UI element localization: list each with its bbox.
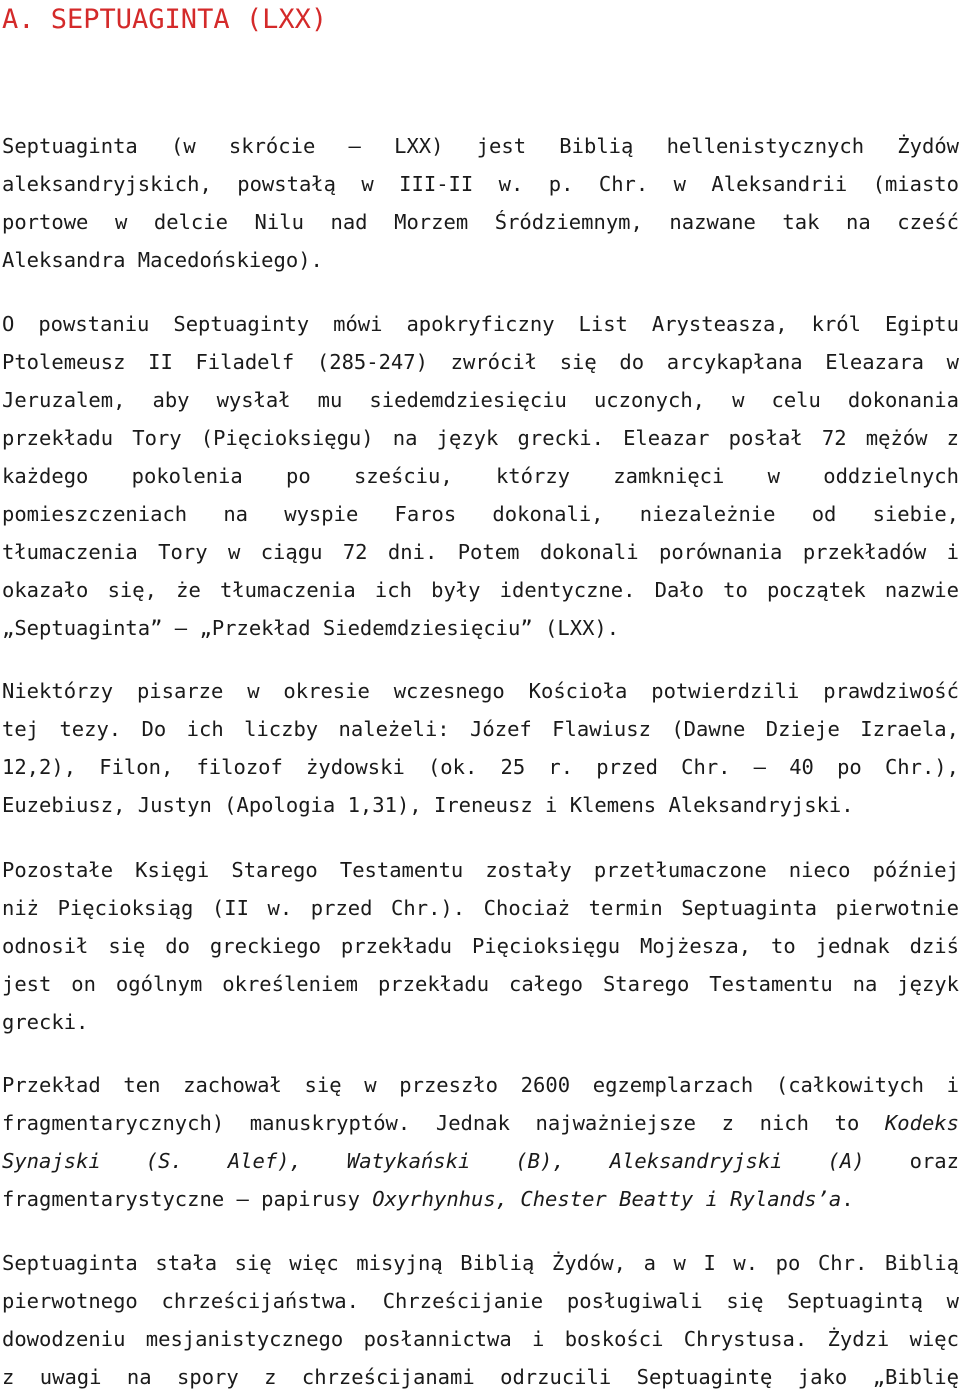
text-line: Pozostałe Księgi Starego Testamentu zostały przetłumaczone nieco później — [2, 858, 959, 882]
text-line — [2, 1180, 959, 1218]
text-line: „Septuaginta” – „Przekład Siedemdziesięciu” (LXX). — [2, 616, 620, 640]
text-line: dowodzeniu mesjanistycznego posłannictwa i boskości Chrystusa. Żydzi więc — [2, 1327, 959, 1351]
text-line: Ptolemeusz II Filadelf (285-247) zwrócił się do arcykapłana Eleazara w — [2, 350, 959, 374]
paragraph-remaining-books — [2, 851, 959, 1041]
text-line: Aleksandra Macedońskiego). — [2, 248, 323, 272]
text-line: Euzebiusz, Justyn (Apologia 1,31), Ireneusz i Klemens Aleksandryjski. — [2, 793, 854, 817]
text-line — [2, 1142, 959, 1180]
text-line: tłumaczenia Tory w ciągu 72 dni. Potem dokonali porównania przekładów i — [2, 540, 959, 564]
text-line: Niektórzy pisarze w okresie wczesnego Kościoła potwierdzili prawdziwość — [2, 679, 959, 703]
text-segment: fragmentarycznych) manuskryptów. Jednak najważniejsze z nich to — [2, 1111, 885, 1135]
text-line: Jeruzalem, aby wysłał mu siedemdziesięciu uczonych, w celu dokonania — [2, 388, 959, 412]
text-line: O powstaniu Septuaginty mówi apokryficzny List Arysteasza, król Egiptu — [2, 312, 959, 336]
text-line: Septuaginta stała się więc misyjną Biblią Żydów, a w I w. po Chr. Biblią — [2, 1251, 959, 1275]
paragraph-missionary-bible — [2, 1244, 959, 1389]
text-line: przekładu Tory (Pięcioksięgu) na język grecki. Eleazar posłał 72 mężów z — [2, 426, 959, 450]
paragraph-origin-legend — [2, 305, 959, 647]
text-line — [2, 1104, 959, 1142]
text-line: grecki. — [2, 1010, 89, 1034]
text-line: okazało się, że tłumaczenia ich były identyczne. Dało to początek nazwie — [2, 578, 959, 602]
italic-codex-name: Kodeks — [884, 1111, 959, 1135]
text-segment: fragmentarystyczne – papirusy — [2, 1187, 373, 1211]
italic-codex-names: Synajski (S. Alef), Watykański (B), Aleksandryjski (A) — [2, 1149, 865, 1173]
text-line: z uwagi na spory z chrześcijanami odrzucili Septuagintę jako „Biblię — [2, 1365, 959, 1389]
text-line: aleksandryjskich, powstałą w III-II w. p. Chr. w Aleksandrii (miasto — [2, 172, 959, 196]
text-line: 12,2), Filon, filozof żydowski (ok. 25 r. przed Chr. – 40 po Chr.), — [2, 755, 959, 779]
text-line: pierwotnego chrześcijaństwa. Chrześcijanie posługiwali się Septuagintą w — [2, 1289, 959, 1313]
text-line: tej tezy. Do ich liczby należeli: Józef Flawiusz (Dawne Dzieje Izraela, — [2, 717, 959, 741]
text-line: portowe w delcie Nilu nad Morzem Śródziemnym, nazwane tak na cześć — [2, 210, 959, 234]
text-segment: oraz — [864, 1149, 959, 1173]
text-line: każdego pokolenia po sześciu, którzy zamknięci w oddzielnych — [2, 464, 959, 488]
italic-papyri-names: Oxyrhynhus, Chester Beatty i Rylands’a — [372, 1187, 842, 1211]
text-line: Przekład ten zachował się w przeszło 2600 egzemplarzach (całkowitych i — [2, 1073, 959, 1097]
text-segment: . — [841, 1187, 854, 1211]
text-line: Septuaginta (w skrócie – LXX) jest Biblią hellenistycznych Żydów — [2, 134, 959, 158]
paragraph-manuscripts — [2, 1066, 959, 1218]
text-line: jest on ogólnym określeniem przekładu całego Starego Testamentu na język — [2, 972, 959, 996]
paragraph-septuagint-definition — [2, 127, 959, 279]
paragraph-early-writers — [2, 672, 959, 824]
text-line: odnosił się do greckiego przekładu Pięcioksięgu Mojżesza, to jednak dziś — [2, 934, 959, 958]
text-line: pomieszczeniach na wyspie Faros dokonali, niezależnie od siebie, — [2, 502, 959, 526]
text-line: niż Pięcioksiąg (II w. przed Chr.). Chociaż termin Septuaginta pierwotnie — [2, 896, 959, 920]
section-heading: A. SEPTUAGINTA (LXX) — [2, 4, 328, 35]
